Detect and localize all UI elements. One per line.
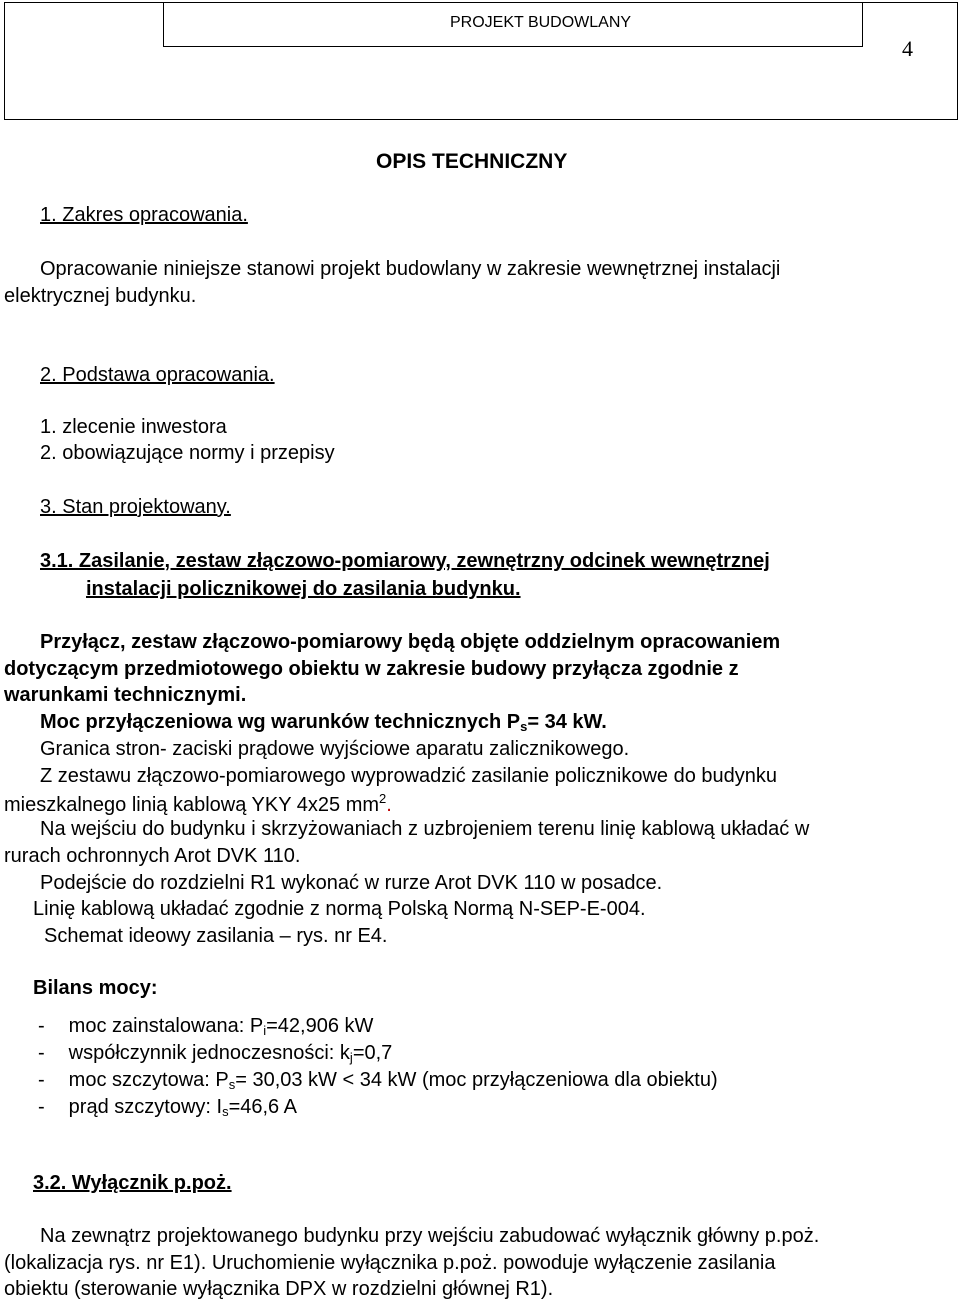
entrance-line-1: Na wejściu do budynku i skrzyżowaniach z uzbrojeniem terenu linię kablową układać w [40,818,810,840]
power-balance-item: - współczynnik jednoczesności: $k_j=0,7$ [38,1042,393,1065]
section-1-paragraph-line-1: Opracowanie niniejsze stanowi projekt budowlany w zakresie wewnętrznej instalacji [40,258,781,280]
cable-line: Linię kablową układać zgodnie z normą Polską Normą N-SEP-E-004. [33,898,646,920]
bold-paragraph-line-3: warunkami technicznymi. [4,684,247,706]
entrance-line-2: rurach ochronnych Arot DVK 110. [4,845,301,867]
section-1-paragraph-line-2: elektrycznej budynku. [4,285,197,307]
section-3-2-line-2: (lokalizacja rys. nr E1). Uruchomienie wyłącznika p.poż. powoduje wyłączenie zasilania [4,1252,776,1274]
approach-line: Podejście do rozdzielni R1 wykonać w rurze Arot DVK 110 w posadce. [40,872,663,894]
section-3-1-heading-line-2: instalacji policznikowej do zasilania budynku. [86,578,521,600]
power-balance-item: - prąd szczytowy: $I_s=46,6$ A [38,1096,297,1119]
section-2-heading: 2. Podstawa opracowania. [40,364,275,386]
power-balance-item: - moc szczytowa: $P_s= 30,03$ kW < 34 kW (moc przyłączeniowa dla obiektu) [38,1069,718,1092]
section-3-2-line-3: obiektu (sterowanie wyłącznika DPX w rozdzielni głównej R1). [4,1278,554,1300]
section-3-heading: 3. Stan projektowany. [40,496,231,518]
power-connection-line: Moc przyłączeniowa wg warunków technicznych $P_s= 34$ kW. [40,711,607,734]
boundary-line: Granica stron- zaciski prądowe wyjściowe aparatu zalicznikowego. [40,738,630,760]
schematic-reference: Schemat ideowy zasilania – rys. nr E4. [44,925,388,947]
section-1-heading: 1. Zakres opracowania. [40,204,248,226]
supply-line-2: mieszkalnego linią kablową YKY 4x25 $mm^2$. [4,791,392,816]
section-3-2-line-1: Na zewnątrz projektowanego budynku przy wejściu zabudować wyłącznik główny p.poż. [40,1225,820,1247]
section-3-2-heading: 3.2. Wyłącznik p.poż. [33,1172,232,1194]
page-number: 4 [902,36,913,61]
header-title: PROJEKT BUDOWLANY [450,14,632,31]
bold-paragraph-line-1: Przyłącz, zestaw złączowo-pomiarowy będą objęte oddzielnym opracowaniem [40,631,781,653]
section-3-1-heading-line-1: 3.1. Zasilanie, zestaw złączowo-pomiarowy, zewnętrzny odcinek wewnętrznej [40,550,770,572]
supply-line-1: Z zestawu złączowo-pomiarowego wyprowadzić zasilanie policznikowe do budynku [40,765,778,787]
bold-paragraph-line-2: dotyczącym przedmiotowego obiektu w zakresie budowy przyłącza zgodnie z [4,658,739,680]
section-2-item: 2. obowiązujące normy i przepisy [40,442,335,464]
section-2-item: 1. zlecenie inwestora [40,416,227,438]
power-balance-item: - moc zainstalowana: $P_i=42,906$ kW [38,1015,374,1038]
document-title: OPIS TECHNICZNY [376,150,568,173]
power-balance-heading: Bilans mocy: [33,977,158,999]
